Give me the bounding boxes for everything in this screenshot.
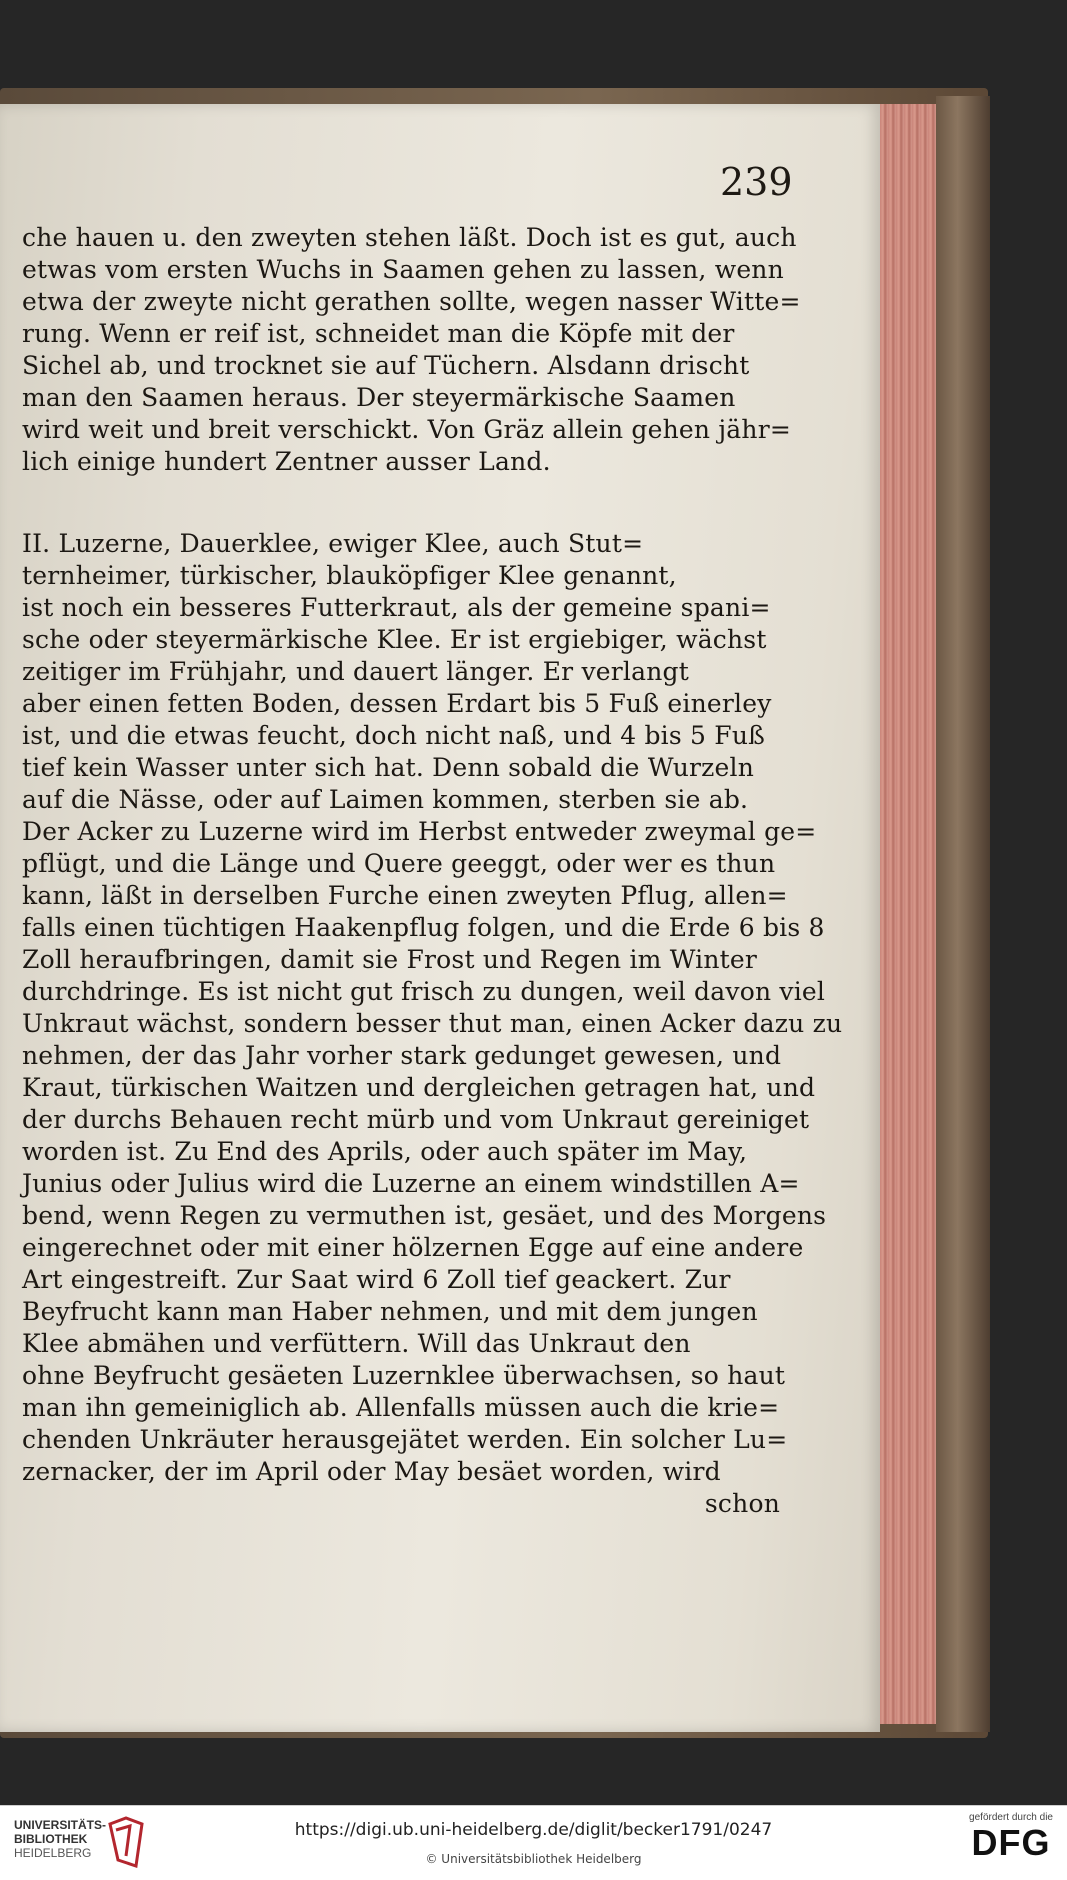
text-line: Beyfrucht kann man Haber nehmen, und mit dem jungen — [22, 1297, 758, 1326]
text-line: aber einen fetten Boden, dessen Erdart bis 5 Fuß einerley — [22, 689, 772, 718]
paragraph-1 — [22, 222, 801, 478]
document-url-link[interactable]: https://digi.ub.uni-heidelberg.de/diglit/becker1791/0247 — [294, 1820, 773, 1840]
text-line: Zoll heraufbringen, damit sie Frost und Regen im Winter — [22, 945, 758, 974]
catchword: schon — [704, 1489, 780, 1518]
dfg-logo: DFG — [971, 1822, 1051, 1863]
text-line: II. Luzerne, Dauerklee, ewiger Klee, auch Stut= — [22, 529, 644, 558]
text-line: eingerechnet oder mit einer hölzernen Egge auf eine andere — [22, 1233, 804, 1262]
text-line: ohne Beyfrucht gesäeten Luzernklee überwachsen, so haut — [22, 1361, 786, 1390]
text-line: durchdringe. Es ist nicht gut frisch zu dungen, weil davon viel — [22, 977, 826, 1006]
sponsor-caption: gefördert durch die — [969, 1812, 1053, 1823]
text-line: Sichel ab, und trocknet sie auf Tüchern. Alsdann drischt — [22, 351, 750, 380]
text-line: chenden Unkräuter herausgejätet werden. Ein solcher Lu= — [22, 1425, 788, 1454]
book-spine-edge — [936, 96, 990, 1732]
sponsor-logo[interactable] — [969, 1812, 1053, 1863]
text-line: falls einen tüchtigen Haakenpflug folgen, und die Erde 6 bis 8 — [22, 913, 825, 942]
text-line: Kraut, türkischen Waitzen und dergleichen getragen hat, und — [22, 1073, 816, 1102]
text-line: worden ist. Zu End des Aprils, oder auch später im May, — [22, 1137, 748, 1166]
text-line: sche oder steyermärkische Klee. Er ist ergiebiger, wächst — [22, 625, 767, 654]
text-line: ist, und die etwas feucht, doch nicht naß, und 4 bis 5 Fuß — [22, 721, 766, 750]
text-line: man den Saamen heraus. Der steyermärkische Saamen — [22, 383, 736, 412]
text-line: ist noch ein besseres Futterkraut, als der gemeine spani= — [22, 593, 771, 622]
text-line: etwas vom ersten Wuchs in Saamen gehen zu lassen, wenn — [22, 255, 784, 284]
text-line: che hauen u. den zweyten stehen läßt. Doch ist es gut, auch — [22, 223, 797, 252]
text-line: wird weit und breit verschickt. Von Gräz allein gehen jähr= — [22, 415, 791, 444]
text-line: man ihn gemeiniglich ab. Allenfalls müssen auch die krie= — [22, 1393, 780, 1422]
text-line: Der Acker zu Luzerne wird im Herbst entweder zweymal ge= — [22, 817, 817, 846]
text-line: tief kein Wasser unter sich hat. Denn sobald die Wurzeln — [22, 753, 755, 782]
viewer-footer — [0, 1805, 1067, 1880]
text-line: nehmen, der das Jahr vorher stark gedunget gewesen, und — [22, 1041, 782, 1070]
page-text — [22, 222, 843, 1520]
library-city: HEIDELBERG — [14, 1846, 92, 1860]
page-number: 239 — [720, 160, 793, 204]
text-line: Klee abmähen und verfüttern. Will das Unkraut den — [22, 1329, 691, 1358]
text-line: rung. Wenn er reif ist, schneidet man die Köpfe mit der — [22, 319, 735, 348]
text-line: zernacker, der im April oder May besäet worden, wird — [22, 1457, 721, 1486]
text-line: pflügt, und die Länge und Quere geeggt, oder wer es thun — [22, 849, 776, 878]
library-name-line2: BIBLIOTHEK — [14, 1832, 88, 1846]
text-line: etwa der zweyte nicht gerathen sollte, wegen nasser Witte= — [22, 287, 801, 316]
paragraph-2 — [22, 528, 843, 1488]
text-line: Unkraut wächst, sondern besser thut man, einen Acker dazu zu — [22, 1009, 843, 1038]
red-page-edges — [872, 104, 936, 1724]
library-name-line1: UNIVERSITÄTS- — [14, 1818, 107, 1832]
text-line: Art eingestreift. Zur Saat wird 6 Zoll tief geackert. Zur — [22, 1265, 731, 1294]
text-line: der durchs Behauen recht mürb und vom Unkraut gereiniget — [22, 1105, 810, 1134]
text-line: lich einige hundert Zentner ausser Land. — [22, 447, 551, 476]
text-line: Junius oder Julius wird die Luzerne an einem windstillen A= — [22, 1169, 800, 1198]
text-line: kann, läßt in derselben Furche einen zweyten Pflug, allen= — [22, 881, 788, 910]
text-line: zeitiger im Frühjahr, und dauert länger. Er verlangt — [22, 657, 689, 686]
copyright-notice: © Universitätsbibliothek Heidelberg — [425, 1852, 642, 1866]
text-line: bend, wenn Regen zu vermuthen ist, gesäet, und des Morgens — [22, 1201, 827, 1230]
text-line: auf die Nässe, oder auf Laimen kommen, sterben sie ab. — [22, 785, 749, 814]
text-line: ternheimer, türkischer, blauköpfiger Klee genannt, — [22, 561, 677, 590]
